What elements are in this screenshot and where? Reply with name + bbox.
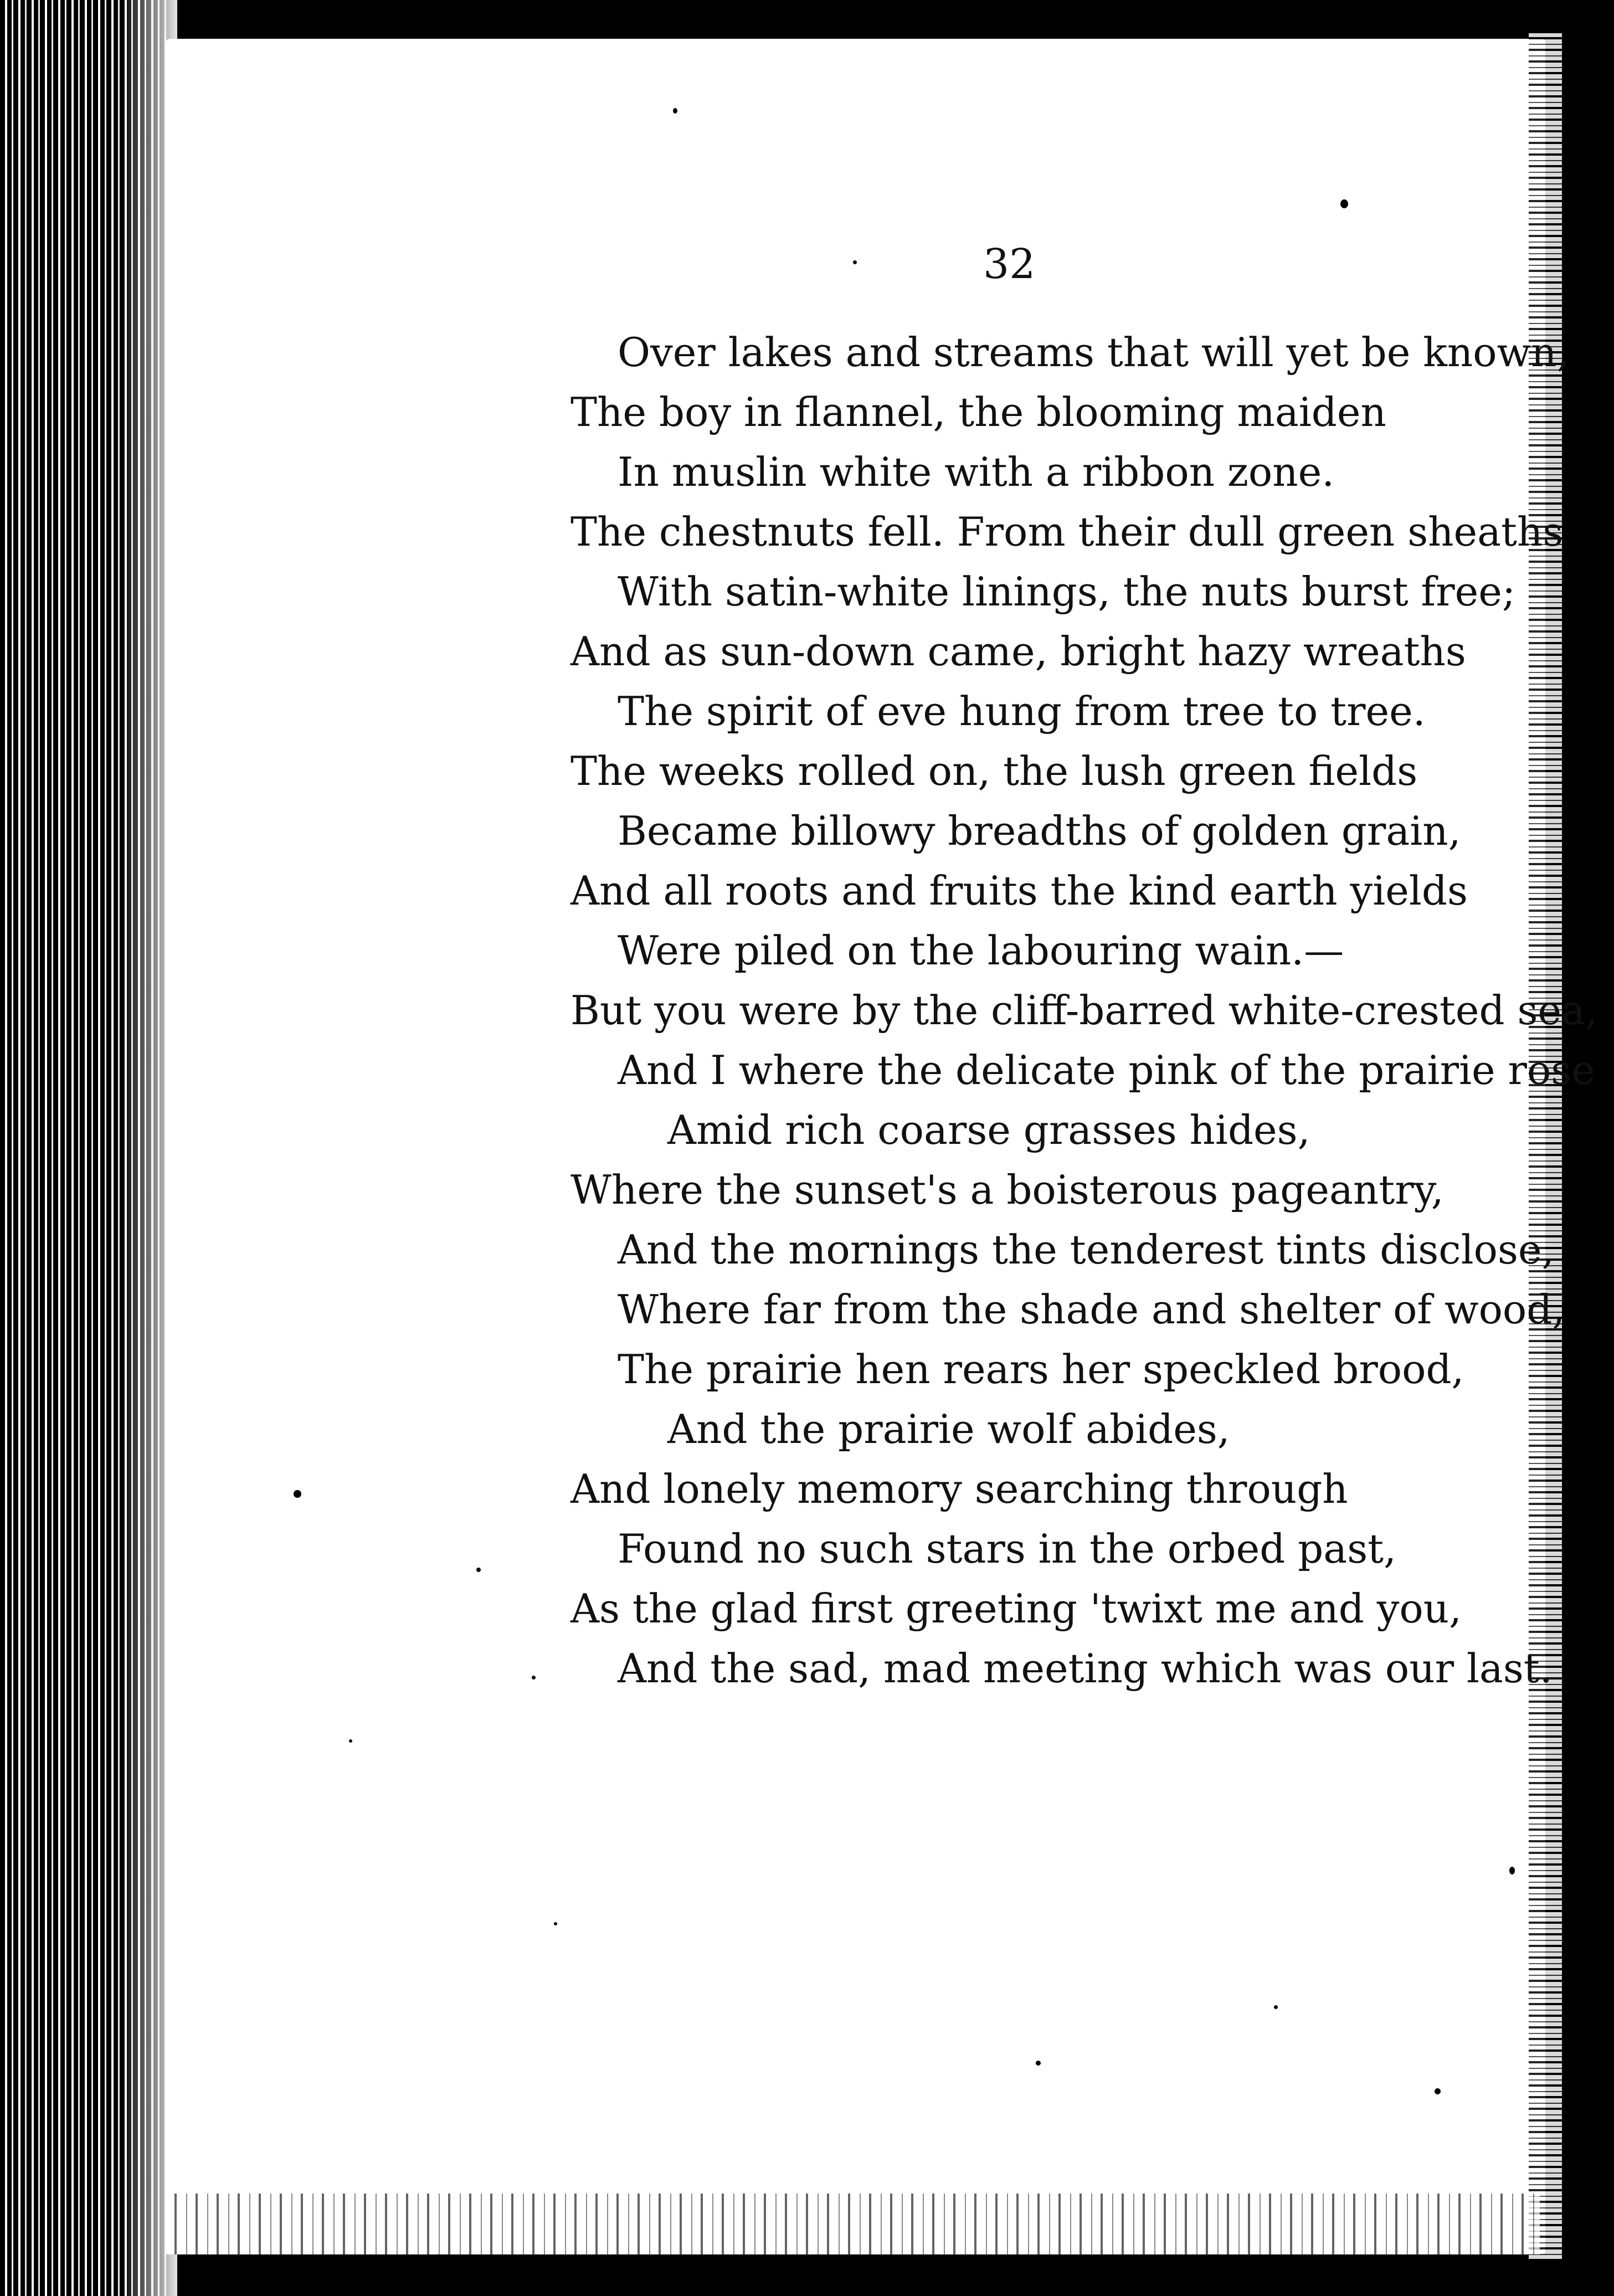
page-binding-shadow (122, 0, 177, 2296)
poem-line: The boy in flannel, the blooming maiden (570, 389, 1386, 435)
poem-line: And all roots and fruits the kind earth yields (570, 867, 1468, 914)
scan-speck (1036, 2061, 1041, 2066)
page-bottom-scan-edge (166, 2194, 1540, 2254)
poem-line: Where far from the shade and shelter of wood, (618, 1286, 1565, 1333)
scan-speck (1509, 1867, 1515, 1874)
poem-line: In muslin white with a ribbon zone. (618, 449, 1335, 495)
poem-line: And I where the delicate pink of the prairie rose (618, 1047, 1595, 1093)
poem-line: The chestnuts fell. From their dull green sheaths (570, 508, 1564, 555)
poem-line: And lonely memory searching through (570, 1466, 1348, 1512)
page-number: 32 (983, 240, 1036, 288)
scan-speck (554, 1922, 557, 1925)
poem-line: The prairie hen rears her speckled brood, (618, 1346, 1464, 1393)
poem-line: Amid rich coarse grasses hides, (667, 1107, 1310, 1153)
poem-line: Where the sunset's a boisterous pageantry, (570, 1167, 1444, 1213)
poem-line: Found no such stars in the orbed past, (618, 1525, 1396, 1572)
scan-speck (476, 1568, 481, 1572)
scan-speck (1340, 199, 1348, 208)
poem-line: And the mornings the tenderest tints disclose, (618, 1226, 1555, 1273)
scan-speck (532, 1676, 536, 1679)
poem-line: And the prairie wolf abides, (667, 1406, 1230, 1452)
scan-speck (1435, 2088, 1441, 2094)
poem-line: The spirit of eve hung from tree to tree. (618, 688, 1426, 734)
poem-line: And the sad, mad meeting which was our last. (618, 1645, 1553, 1692)
poem-line: With satin-white linings, the nuts burst free; (618, 568, 1516, 615)
scan-speck (1274, 2005, 1278, 2009)
poem-line: As the glad first greeting 'twixt me and you, (570, 1585, 1462, 1632)
scan-speck (349, 1739, 352, 1743)
poem-line: Became billowy breadths of golden grain, (618, 808, 1461, 854)
poem-line: Were piled on the labouring wain.— (618, 927, 1344, 974)
scan-speck (673, 108, 677, 114)
poem-line: And as sun-down came, bright hazy wreaths (570, 628, 1466, 675)
scan-speck (294, 1490, 301, 1498)
poem-line: Over lakes and streams that will yet be known, (618, 329, 1570, 376)
poem-line: But you were by the cliff-barred white-crested sea, (570, 987, 1598, 1034)
scan-speck (853, 260, 857, 264)
poem-line: The weeks rolled on, the lush green fields (570, 748, 1418, 794)
